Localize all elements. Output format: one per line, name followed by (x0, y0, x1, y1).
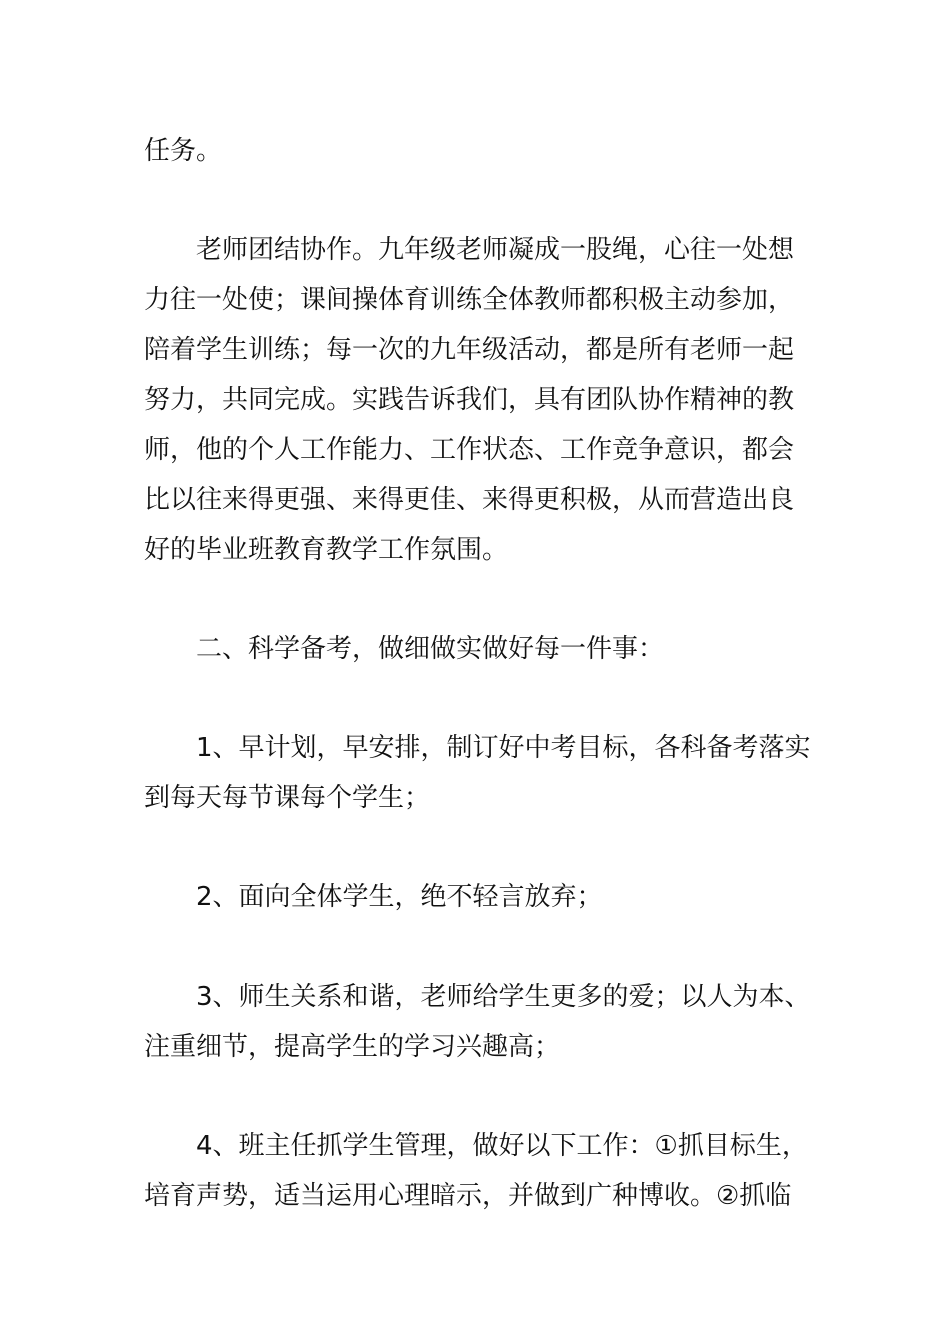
list-item-2: 2、面向全体学生，绝不轻言放弃； (196, 882, 603, 912)
text-line: 任务。 (144, 136, 223, 166)
text-line: 陪着学生训练；每一次的九年级活动，都是所有老师一起 (144, 335, 795, 365)
paragraph-first-line: 老师团结协作。九年级老师凝成一股绳，心往一处想 (196, 235, 795, 265)
text-line: 好的毕业班教育教学工作氛围。 (144, 535, 509, 565)
text-line: 注重细节，提高学生的学习兴趣高； (144, 1032, 561, 1062)
list-item-1-first-line: 1、早计划，早安排，制订好中考目标，各科备考落实 (196, 733, 811, 763)
list-item-4-first-line: 4、班主任抓学生管理，做好以下工作：①抓目标生， (196, 1131, 808, 1161)
list-item-3-first-line: 3、师生关系和谐，老师给学生更多的爱；以人为本、 (196, 982, 811, 1012)
text-line: 培育声势，适当运用心理暗示，并做到广种博收。②抓临 (144, 1181, 792, 1211)
text-line: 到每天每节课每个学生； (144, 783, 431, 813)
text-line: 比以往来得更强、来得更佳、来得更积极，从而营造出良 (144, 485, 795, 515)
text-line: 力往一处使；课间操体育训练全体教师都积极主动参加， (144, 285, 795, 315)
section-heading: 二、科学备考，做细做实做好每一件事： (196, 634, 665, 664)
text-line: 师，他的个人工作能力、工作状态、工作竞争意识，都会 (144, 435, 795, 465)
text-line: 努力，共同完成。实践告诉我们，具有团队协作精神的教 (144, 385, 795, 415)
